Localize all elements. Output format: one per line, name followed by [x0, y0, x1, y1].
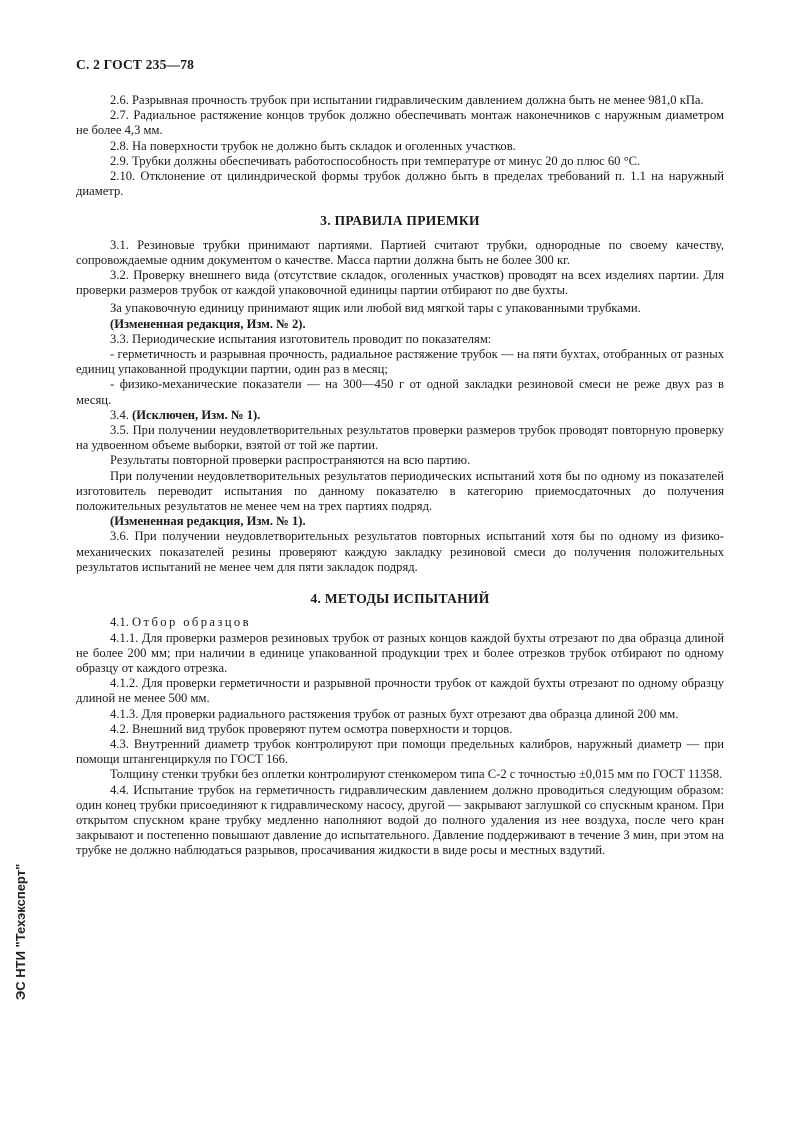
paragraph-3-3-item-b: - физико-механические показатели — на 300—450 г от одной закладки резиновой смеси не реже двух раз в месяц.: [76, 377, 724, 407]
paragraph-3-2-packaging: За упаковочную единицу принимают ящик или любой вид мягкой тары с упакованными трубками.: [110, 301, 641, 316]
paragraph-4-4: 4.4. Испытание трубок на герметичность гидравлическим давлением должно проводиться следующим образом: один конец трубки присоединяют к гидравлическому насосу, другой — закрывают заглушкой со спускным краном. При открытом спускном кране трубку медленно наполняют водой до полного удаления из нее воздуха, после чего кран закрывают и постепенно повышают давление до испытательного. Давление поддерживают в течение 3 мин, при этом на трубке не должно наблюдаться разрывов, просачивания жидкости в виде росы и местных вздутий.: [76, 782, 724, 858]
paragraph-3-3-item-a: - герметичность и разрывная прочность, радиальное растяжение трубок — на пяти бухтах, отобранных от разных единиц упакованной продукции партии, один раз в месяц;: [76, 347, 724, 377]
paragraph-2-9: 2.9. Трубки должны обеспечивать работоспособность при температуре от минус 20 до плюс 60 °С.: [110, 153, 641, 168]
amendment-text: (Измененная редакция, Изм. № 1).: [110, 514, 306, 529]
paragraph-3-4: [76, 408, 724, 423]
paragraph-2-10: 2.10. Отклонение от цилиндрической формы трубок должно быть в пределах требований п. 1.1 на наружный диаметр.: [76, 169, 724, 199]
paragraph-4-3-wall: Толщину стенки трубки без оплетки контролируют стенкомером типа С-2 с точностью ±0,015 мм по ГОСТ 11358.: [110, 767, 723, 782]
excluded-note: (Исключен, Изм. № 1).: [132, 407, 261, 422]
paragraph-3-5-periodic: При получении неудовлетворительных результатов периодических испытаний хотя бы по одному из показателей изготовитель переводит испытания по данному показателю в категорию приемосдаточных до получения положительных результатов не менее чем на трех партиях подряд.: [76, 468, 724, 514]
subsection-title: Отбор образцов: [132, 615, 251, 630]
clause-number: 4.1.: [110, 615, 129, 630]
paragraph-2-7: 2.7. Радиальное растяжение концов трубок должно обеспечивать монтаж наконечников с наружным диаметром не более 4,3 мм.: [76, 108, 724, 138]
document-body: [76, 93, 724, 859]
paragraph-2-8: 2.8. На поверхности трубок не должно быть складок и оголенных участков.: [110, 138, 516, 153]
paragraph-4-3: 4.3. Внутренний диаметр трубок контролируют при помощи предельных калибров, наружный диаметр — при помощи штангенциркуля по ГОСТ 166.: [76, 736, 724, 767]
paragraph-4-2: 4.2. Внешний вид трубок проверяют путем осмотра поверхности и торцов.: [110, 721, 513, 736]
paragraph-3-2: 3.2. Проверку внешнего вида (отсутствие складок, оголенных участков) проводят на всех изделиях партии. Для проверки размеров трубок от каждой упаковочной единицы партии отбирают по две бухты.: [76, 268, 724, 298]
side-watermark: ЭС НТИ "Техэксперт": [13, 863, 28, 1000]
amendment-note-1: [76, 514, 724, 529]
clause-number: 3.4.: [110, 407, 129, 422]
paragraph-4-1: [76, 615, 724, 630]
paragraph-3-5: 3.5. При получении неудовлетворительных результатов проверки размеров трубок проводят повторную проверку на удвоенном объеме выборки, взятой от той же партии.: [76, 423, 724, 453]
paragraph-4-1-2: 4.1.2. Для проверки герметичности и разрывной прочности трубок от каждой бухты отрезают по одному образцу длиной не менее 500 мм.: [76, 676, 724, 706]
paragraph-3-1: 3.1. Резиновые трубки принимают партиями. Партией считают трубки, однородные по своему качеству, сопровождаемые одним документом о качестве. Масса партии должна быть не более 300 кг.: [76, 237, 724, 267]
paragraph-3-3: 3.3. Периодические испытания изготовитель проводит по показателям:: [110, 331, 492, 346]
paragraph-4-1-3: 4.1.3. Для проверки радиального растяжения трубок от разных бухт отрезают два образца длиной 200 мм.: [110, 706, 679, 721]
section-4-heading: 4. МЕТОДЫ ИСПЫТАНИЙ: [310, 591, 490, 607]
amendment-text: (Измененная редакция, Изм. № 2).: [110, 316, 306, 331]
page-header: С. 2 ГОСТ 235—78: [76, 57, 195, 72]
paragraph-3-5-results: Результаты повторной проверки распространяются на всю партию.: [110, 453, 471, 468]
paragraph-2-6: 2.6. Разрывная прочность трубок при испытании гидравлическим давлением должна быть не менее 981,0 кПа.: [110, 93, 704, 107]
amendment-note-2: [76, 317, 724, 332]
paragraph-3-6: 3.6. При получении неудовлетворительных результатов повторных испытаний хотя бы по одному из физико-механических показателей резины проверяют каждую закладку резиновой смеси до получения положительных результатов испытаний не менее чем для пяти закладок подряд.: [76, 529, 724, 574]
section-3-heading: 3. ПРАВИЛА ПРИЕМКИ: [320, 213, 480, 229]
paragraph-4-1-1: 4.1.1. Для проверки размеров резиновых трубок от разных концов каждой бухты отрезают по два образца длиной не более 200 мм; при наличии в единице упакованной продукции трех и более отрезков трубок отбирают по одному образцу от каждого отрезка.: [76, 630, 724, 675]
